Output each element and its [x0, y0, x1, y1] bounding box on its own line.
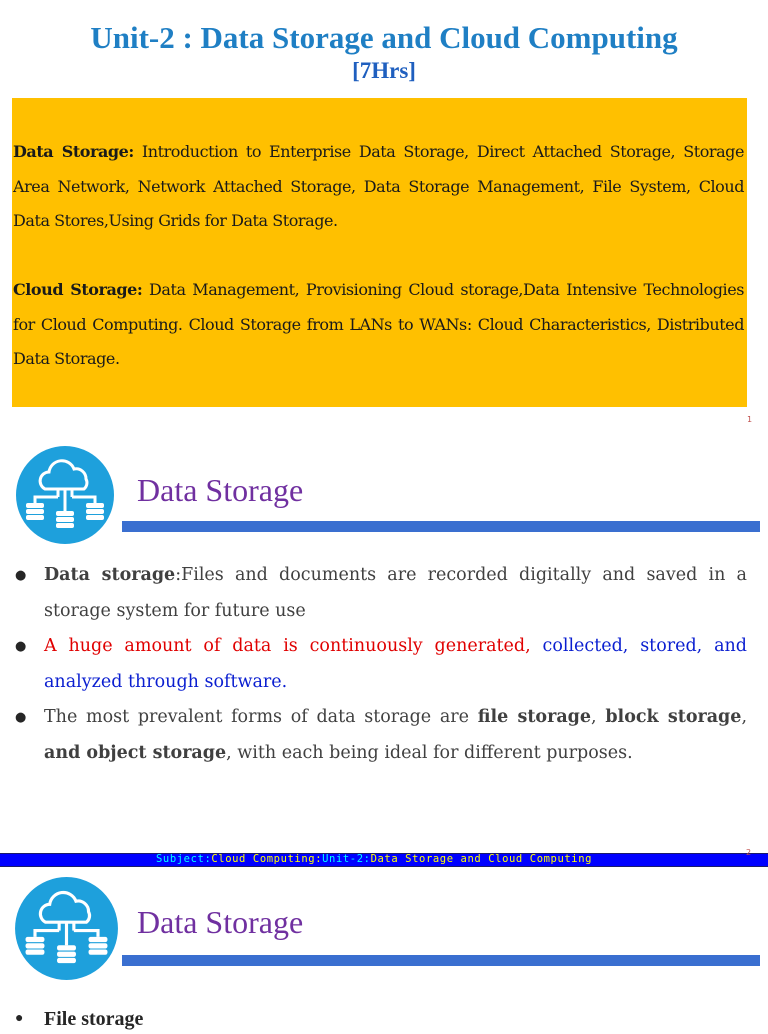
bullet-red-text: A huge amount of data is continuously generated, — [44, 636, 531, 656]
bullet-text: , — [591, 707, 606, 727]
cloud-storage-label: Cloud Storage: — [13, 280, 143, 299]
page-number: 2 — [746, 848, 752, 857]
section-heading: Data Storage — [137, 472, 304, 508]
cloud-storage-icon — [15, 445, 115, 545]
bullet-bold: file storage — [477, 707, 592, 727]
heading-rule — [122, 521, 760, 532]
data-storage-text: Introduction to Enterprise Data Storage, Direct Attached Storage, Storage Area Network, Network Attached Storage, Data Storage Management, File System, Cloud Data Stores,Using Grids for Data Storage. — [13, 142, 744, 230]
bullet-text: , — [741, 707, 748, 727]
bullet-blue-text: collected, stored, and analyzed through software. — [44, 636, 747, 692]
bullet-text: File storage — [44, 1008, 144, 1030]
data-storage-label: Data Storage: — [13, 142, 134, 161]
bullet-text: , with each being ideal for different purposes. — [226, 742, 633, 763]
footer-topic: Data Storage and Cloud Computing — [370, 853, 593, 865]
footer-unit: Unit-2: — [322, 853, 371, 865]
cloud-storage-paragraph — [13, 273, 744, 377]
data-storage-paragraph — [13, 135, 744, 239]
bullet-dot: ● — [15, 639, 27, 654]
page-number: 1 — [747, 415, 753, 424]
list-item — [15, 629, 747, 700]
cloud-storage-text: Data Management, Provisioning Cloud storage,Data Intensive Technologies for Cloud Computing. Cloud Storage from LANs to WANs: Cloud Characteristics, Distributed Data Storage. — [13, 280, 745, 368]
section-heading: Data Storage — [137, 904, 304, 940]
list-item — [15, 700, 747, 771]
footer-text — [156, 853, 592, 865]
bullet-dot: ● — [15, 1011, 24, 1026]
bullet-text: The most prevalent forms of data storage are — [44, 707, 478, 727]
bullet-bold: block storage — [605, 707, 742, 727]
list-item — [15, 1004, 143, 1034]
footer-subject: Subject: — [156, 853, 212, 865]
heading-rule — [122, 955, 760, 966]
footer-course: Cloud Computing: — [211, 853, 323, 865]
bullet-bold: and object storage — [44, 742, 227, 763]
slide-hours: [7Hrs] — [352, 58, 416, 83]
bullet-bold: Data storage — [44, 565, 176, 585]
bullet-text: :Files and documents are recorded digitally and saved in a storage system for future use — [44, 565, 747, 621]
list-item — [15, 558, 747, 629]
slide-title: Unit-2 : Data Storage and Cloud Computing — [90, 20, 678, 55]
bullet-dot: ● — [15, 568, 27, 583]
cloud-storage-icon — [14, 876, 119, 981]
bullet-list — [15, 558, 747, 771]
bullet-dot: ● — [15, 710, 27, 725]
